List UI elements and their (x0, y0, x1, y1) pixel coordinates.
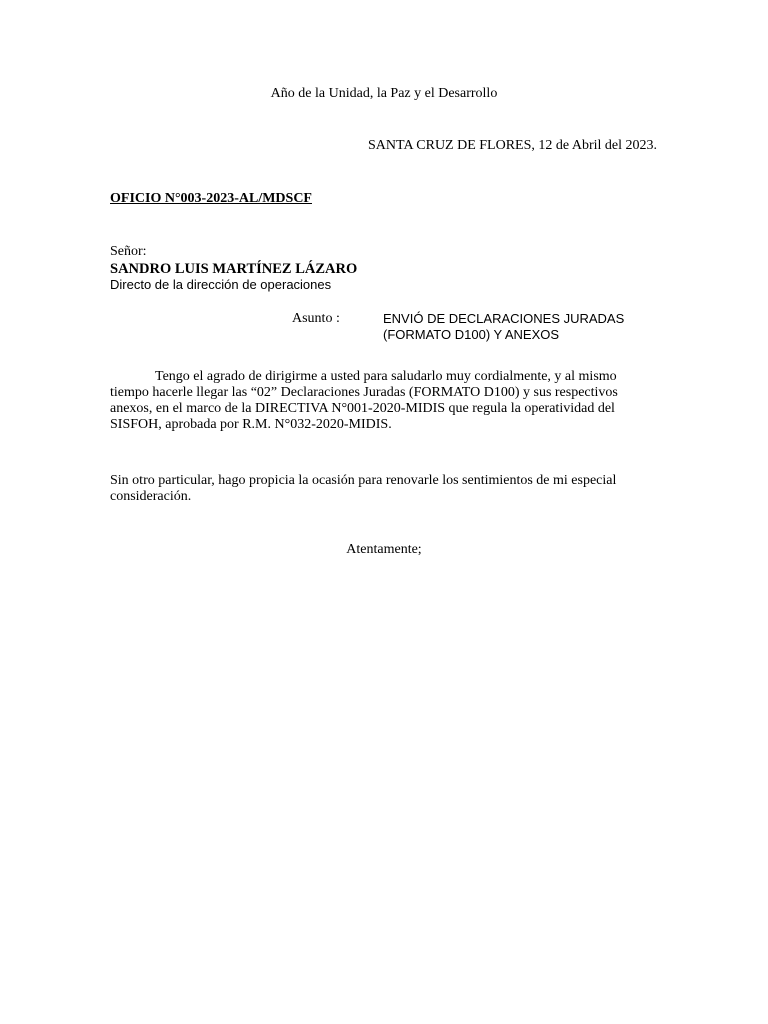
closing-line: consideración. (110, 489, 192, 504)
body-line: anexos, en el marco de la DIRECTIVA N°001-2020-MIDIS que regula la operatividad del (110, 401, 615, 416)
salutation: Señor: (110, 244, 147, 259)
body-line: tiempo hacerle llegar las “02” Declaraciones Juradas (FORMATO D100) y sus respectivos (110, 385, 618, 400)
body-paragraph (110, 369, 625, 433)
oficio-number: OFICIO N°003-2023-AL/MDSCF (110, 191, 312, 206)
subject-text (383, 311, 624, 343)
year-motto: Año de la Unidad, la Paz y el Desarrollo (270, 86, 498, 101)
body-line: Tengo el agrado de dirigirme a usted para saludarlo muy cordialmente, y al mismo (155, 369, 617, 384)
closing-line: Sin otro particular, hago propicia la ocasión para renovarle los sentimientos de mi especial (110, 473, 617, 488)
closing-paragraph (110, 473, 616, 505)
body-line: SISFOH, aprobada por R.M. N°032-2020-MIDIS. (110, 417, 392, 432)
subject-line: ENVIÓ DE DECLARACIONES JURADAS (383, 311, 625, 326)
subject-label: Asunto : (292, 311, 340, 326)
recipient-title: Directo de la dirección de operaciones (110, 277, 332, 292)
subject-line: (FORMATO D100) Y ANEXOS (383, 327, 560, 342)
recipient-name: SANDRO LUIS MARTÍNEZ LÁZARO (110, 261, 358, 277)
farewell: Atentamente; (346, 542, 422, 557)
place-date: SANTA CRUZ DE FLORES, 12 de Abril del 2023. (368, 138, 657, 153)
